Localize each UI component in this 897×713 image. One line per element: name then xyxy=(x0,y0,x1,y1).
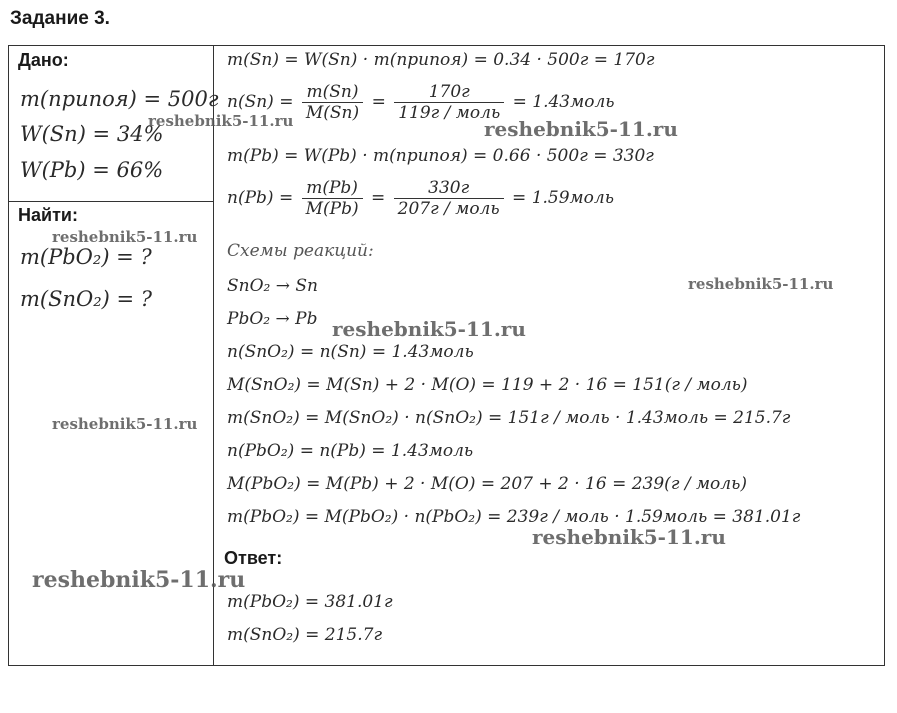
answer-line-sno2: m(SnO₂) = 215.7г xyxy=(227,625,383,645)
n-pb-f2-numerator: 330г xyxy=(394,178,504,199)
schemes-label: Схемы реакций: xyxy=(227,241,374,261)
solution-n-pbo2: n(PbO₂) = n(Pb) = 1.43моль xyxy=(227,441,474,461)
answer-heading: Ответ: xyxy=(224,548,283,568)
watermark: reshebnik5-11.ru xyxy=(532,525,726,549)
n-sn-f1-denominator: M(Sn) xyxy=(305,103,360,123)
given-line-mass: m(припоя) = 500г xyxy=(20,87,219,111)
n-pb-eq: = xyxy=(371,188,386,208)
watermark: reshebnik5-11.ru xyxy=(32,567,246,593)
task-title: Задание 3. xyxy=(10,8,110,29)
n-sn-result: = 1.43моль xyxy=(512,92,615,112)
n-sn-eq: = xyxy=(371,92,386,112)
solution-line-m-pb: m(Pb) = W(Pb) · m(припоя) = 0.66 · 500г = 330г xyxy=(227,146,654,166)
solution-molar-sno2: M(SnO₂) = M(Sn) + 2 · M(O) = 119 + 2 · 16 = 151(г / моль) xyxy=(227,375,748,395)
n-pb-f2-denominator: 207г / моль xyxy=(397,199,500,219)
given-line-w-sn: W(Sn) = 34% xyxy=(20,122,164,146)
scheme-pbo2: PbO₂ → Pb xyxy=(227,309,318,329)
n-sn-f2-numerator: 170г xyxy=(394,82,504,103)
watermark: reshebnik5-11.ru xyxy=(52,415,198,433)
n-sn-fraction-1 xyxy=(302,82,363,123)
solution-m-sno2: m(SnO₂) = M(SnO₂) · n(SnO₂) = 151г / моль · 1.43моль = 215.7г xyxy=(227,408,791,428)
find-line-pbo2: m(PbO₂) = ? xyxy=(20,245,152,269)
find-line-sno2: m(SnO₂) = ? xyxy=(20,287,153,311)
n-pb-fraction-1 xyxy=(302,178,363,219)
scheme-sno2: SnO₂ → Sn xyxy=(227,276,318,296)
watermark: reshebnik5-11.ru xyxy=(148,112,294,130)
n-sn-f2-denominator: 119г / моль xyxy=(398,103,501,123)
given-line-w-pb: W(Pb) = 66% xyxy=(20,158,164,182)
watermark: reshebnik5-11.ru xyxy=(688,275,834,293)
n-pb-f1-numerator: m(Pb) xyxy=(302,178,363,199)
n-sn-lhs: n(Sn) = xyxy=(227,92,294,112)
find-heading: Найти: xyxy=(18,205,78,225)
solution-n-sno2: n(SnO₂) = n(Sn) = 1.43моль xyxy=(227,342,474,362)
answer-line-pbo2: m(PbO₂) = 381.01г xyxy=(227,592,393,612)
solution-m-pbo2: m(PbO₂) = M(PbO₂) · n(PbO₂) = 239г / моль · 1.59моль = 381.01г xyxy=(227,507,801,527)
watermark: reshebnik5-11.ru xyxy=(484,117,678,141)
solution-n-pb xyxy=(227,178,614,219)
n-pb-result: = 1.59моль xyxy=(512,188,614,208)
n-pb-lhs: n(Pb) = xyxy=(227,188,294,208)
given-heading: Дано: xyxy=(18,50,69,70)
solution-line-m-sn: m(Sn) = W(Sn) · m(припоя) = 0.34 · 500г = 170г xyxy=(227,50,655,70)
n-sn-f1-numerator: m(Sn) xyxy=(302,82,363,103)
solution-molar-pbo2: M(PbO₂) = M(Pb) + 2 · M(O) = 207 + 2 · 16 = 239(г / моль) xyxy=(227,474,747,494)
watermark: reshebnik5-11.ru xyxy=(332,317,526,341)
given-find-divider xyxy=(8,201,214,202)
n-pb-fraction-2 xyxy=(394,178,504,219)
n-pb-f1-denominator: M(Pb) xyxy=(305,199,359,219)
watermark: reshebnik5-11.ru xyxy=(52,228,198,246)
